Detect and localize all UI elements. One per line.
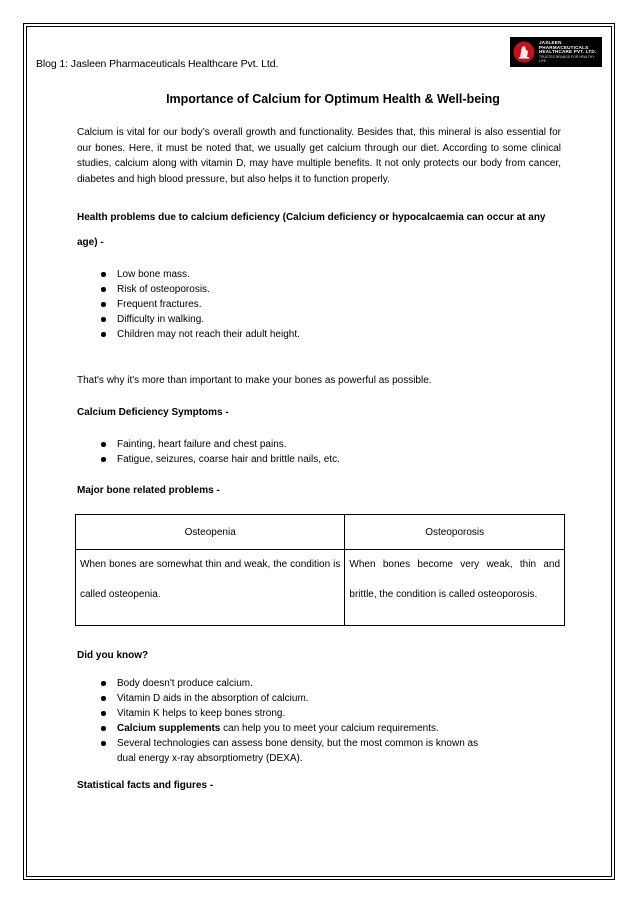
- table-cell: When bones are somewhat thin and weak, the condition is called osteopenia.: [76, 550, 345, 626]
- table-row: [76, 550, 565, 626]
- list-item: Fainting, heart failure and chest pains.: [77, 437, 557, 452]
- list-item-text: can help you to meet your calcium requirements.: [220, 723, 439, 734]
- page-title: Importance of Calcium for Optimum Health & Well-being: [166, 92, 500, 106]
- calcium-supplements-link-text: Calcium supplements: [117, 723, 221, 734]
- deficiency-heading-line1: Health problems due to calcium deficiency (Calcium deficiency or hypocalcaemia can occur at any: [77, 212, 546, 223]
- list-item: [77, 721, 557, 736]
- deficiency-list: [0, 267, 557, 342]
- strong-bones-paragraph: That's why it's more than important to make your bones as powerful as possible.: [77, 375, 432, 386]
- list-item: Frequent fractures.: [77, 297, 557, 312]
- list-item-text: Vitamin D aids in the absorption of calcium.: [117, 693, 309, 704]
- list-item: Risk of osteoporosis.: [77, 282, 557, 297]
- logo-emblem-icon: [513, 41, 535, 63]
- column-header: Osteopenia: [76, 515, 345, 550]
- did-you-know-heading: Did you know?: [77, 650, 149, 661]
- table-header-row: [76, 515, 565, 550]
- logo-line2: HEALTHCARE PVT. LTD.: [539, 49, 597, 55]
- intro-paragraph: Calcium is vital for our body’s overall growth and functionality. Besides that, this mineral is also essential for our bones. Here, it must be noted that, we usually get calcium through our diet. According to some clinical studies, calcium along with vitamin D, may have multiple benefits. It not only protects our body from cancer, diabetes and high blood pressure, but also helps it to function properly.: [77, 127, 561, 185]
- bone-problems-table: [75, 514, 565, 626]
- table-cell: When bones become very weak, thin and brittle, the condition is called osteoporosis.: [345, 550, 565, 626]
- column-header: Osteoporosis: [345, 515, 565, 550]
- list-item: [77, 676, 557, 691]
- did-you-know-list: [0, 676, 557, 766]
- deficiency-heading-line2: age) -: [77, 237, 104, 248]
- list-item: [77, 736, 487, 766]
- list-item-text: Several technologies can assess bone density, but the most common is known as dual energy x-ray absorptiometry (DEXA).: [117, 738, 479, 764]
- list-item: Low bone mass.: [77, 267, 557, 282]
- logo-line1: JASLEEN PHARMACEUTICALS: [539, 39, 589, 50]
- statistics-heading: Statistical facts and figures -: [77, 780, 214, 791]
- symptoms-heading: Calcium Deficiency Symptoms -: [77, 407, 229, 418]
- list-item: Children may not reach their adult height.: [77, 327, 557, 342]
- list-item: [77, 691, 557, 706]
- symptoms-list: [0, 437, 557, 467]
- blog-header: Blog 1: Jasleen Pharmaceuticals Healthcare Pvt. Ltd.: [36, 58, 279, 70]
- list-item-text: Vitamin K helps to keep bones strong.: [117, 708, 286, 719]
- bone-problems-heading: Major bone related problems -: [77, 485, 220, 496]
- list-item: [77, 706, 557, 721]
- list-item: Difficulty in walking.: [77, 312, 557, 327]
- list-item-text: Body doesn't produce calcium.: [117, 678, 253, 689]
- list-item: Fatigue, seizures, coarse hair and brittle nails, etc.: [77, 452, 557, 467]
- logo-tagline: TRUSTED BRANDS FOR HEALTHY LIFE: [539, 55, 595, 63]
- company-logo: [510, 37, 602, 67]
